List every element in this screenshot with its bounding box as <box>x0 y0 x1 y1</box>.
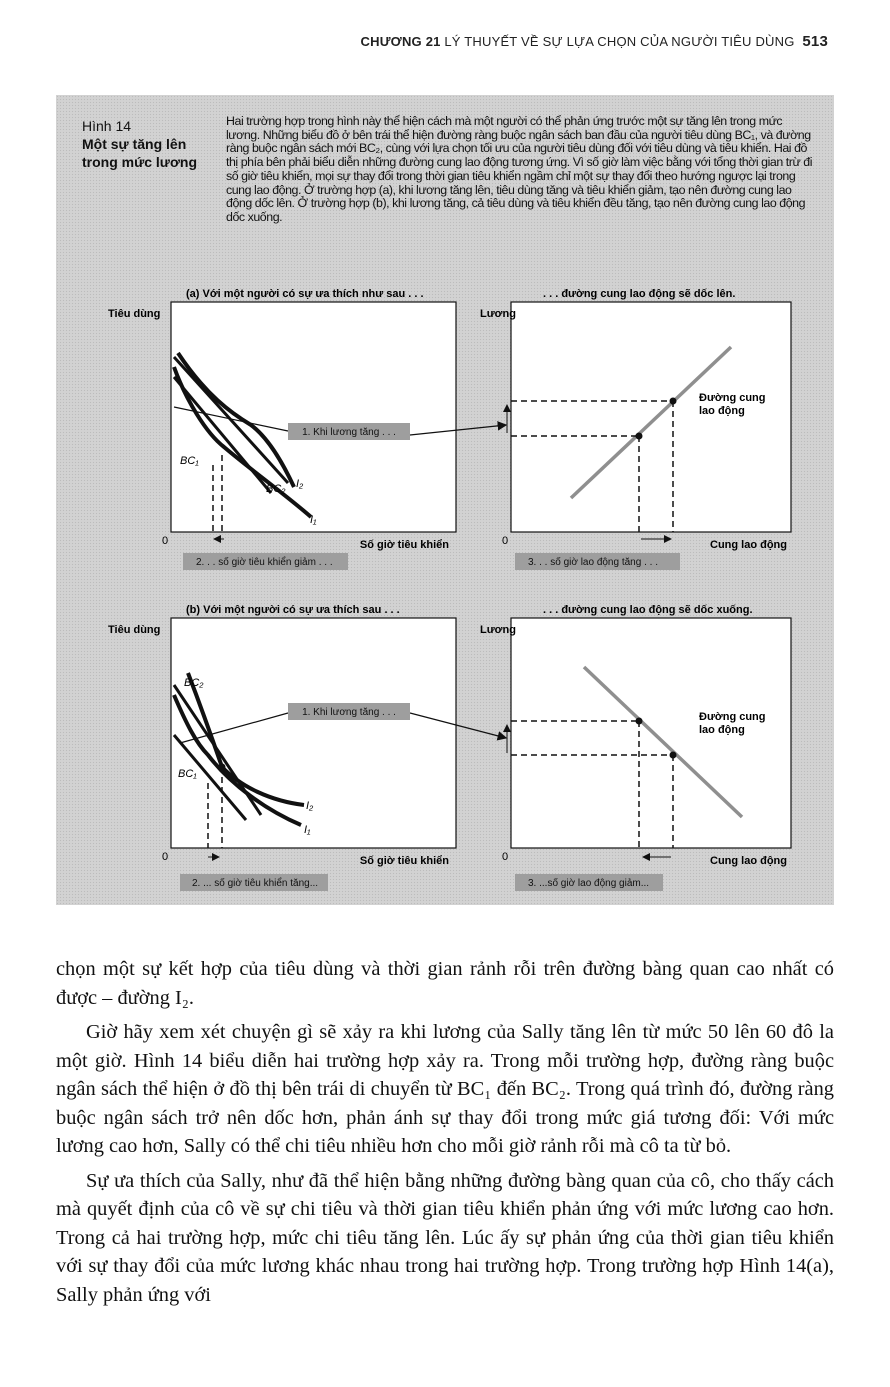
panel-a-curve-label-l1: Đường cung <box>699 392 766 404</box>
panel-b-i2-label: I₂ <box>306 800 314 812</box>
panel-b-left-x-label: Số giờ tiêu khiển <box>359 855 449 867</box>
panel-a-bc2-label: BC₂ <box>266 483 286 495</box>
panel-b-right-x-label: Cung lao động <box>710 855 787 867</box>
panel-a-callout-labor: 3. . . số giờ lao động tăng . . . <box>528 557 658 568</box>
panel-a-right-heading: . . . đường cung lao động sẽ dốc lên. <box>543 288 736 300</box>
panel-a-callout-leisure: 2. . . số giờ tiêu khiển giảm . . . <box>196 557 333 568</box>
panel-a-curve-label-l2: lao động <box>699 405 745 417</box>
paragraph-2: Giờ hãy xem xét chuyện gì sẽ xảy ra khi lương của Sally tăng lên từ mức 50 lên 60 đô la một giờ. Hình 14 biểu diễn hai trường hợp xảy ra. Trong mỗi trường hợp, đường ràng buộc ngân sách thể hiện ở đồ thị bên trái di chuyển từ BC₁ đến BC₂. Trong quá trình đó, đường ràng buộc ngân sách trở nên dốc hơn, phản ánh sự thay đổi trong mức giá tương đối: Với mức lương cao hơn, Sally có thể chi tiêu nhiều hơn cho mỗi giờ rảnh rỗi mà cô ta từ bỏ. <box>56 1021 834 1157</box>
running-head <box>361 33 828 50</box>
panel-b-point-low <box>670 752 677 759</box>
figure-title: Một sự tăng lên trong mức lương <box>82 136 198 170</box>
panel-b-left-plot <box>171 618 456 848</box>
paragraph-3: Sự ưa thích của Sally, như đã thể hiện bằng những đường bàng quan của cô, cho thấy cách mà quyết định của cô về sự chi tiêu và thời gian tiêu khiển phản ứng với mức lương cao hơn. Trong cả hai trường hợp, mức chi tiêu tăng lên. Lúc ấy sự phản ứng của thời gian tiêu khiển với sự thay đổi của mức lương khác nhau trong hai trường hợp. Trong trường hợp Hình 14(a), Sally phản ứng với <box>56 1169 834 1306</box>
chapter-label: CHƯƠNG <box>360 34 422 49</box>
panel-b-bc2-label: BC₂ <box>184 677 204 689</box>
panel-a-i2-label: I₂ <box>296 478 304 490</box>
panel-a-point-new <box>670 398 677 405</box>
panel-a-left-heading: (a) Với một người có sự ưa thích như sau . . . <box>186 288 424 300</box>
panel-a-left-x-label: Số giờ tiêu khiển <box>359 539 449 551</box>
panel-a-left-y-label: Tiêu dùng <box>108 308 161 320</box>
figure-caption: Hai trường hợp trong hình này thể hiện cách mà một người có thể phản ứng trước một sự tăng lên trong mức lương. Những biểu đồ ở bên trái thể hiện đường ràng buộc ngân sách ban đầu của người tiêu dùng BC₁, và đường ràng buộc ngân sách mới BC₂, cùng với lựa chọn tối ưu của người tiêu dùng đối với tiêu dùng và tiêu khiển. Hai đồ thị phía bên phải biểu diễn những đường cung lao động tương ứng. Vì số giờ làm việc bằng với tổng thời gian trừ đi số giờ tiêu khiển, mọi sự thay đổi trong thời gian tiêu khiển ngầm chỉ một sự thay đổi theo hướng ngược lại trong cung lao động. Ở trường hợp (a), khi lương tăng lên, tiêu dùng tăng và tiêu khiển giảm, tạo nên đường cung lao động dốc lên. Ở trường hợp (b), khi lương tăng, cả tiêu dùng và tiêu khiển đều tăng, tạo nên đường cung lao động dốc xuống. <box>226 114 813 224</box>
panel-b-left-origin: 0 <box>162 851 169 863</box>
panel-b-callout-labor: 3. ...số giờ lao động giảm... <box>528 878 650 889</box>
figure-graphs <box>56 95 834 905</box>
body-text <box>56 955 834 1315</box>
chapter-title: LÝ THUYẾT VỀ SỰ LỰA CHỌN CỦA NGƯỜI TIÊU DÙNG <box>444 34 795 49</box>
panel-b <box>108 604 791 891</box>
panel-a-right-y-label: Lương <box>480 308 516 320</box>
panel-b-left-y-label: Tiêu dùng <box>108 624 161 636</box>
panel-a-left-origin: 0 <box>162 535 169 547</box>
panel-a-point-old <box>636 433 643 440</box>
panel-b-i1-label: I₁ <box>304 824 311 836</box>
panel-a-right-origin: 0 <box>502 535 509 547</box>
panel-a-right-plot <box>511 302 791 532</box>
panel-b-bc1-label: BC₁ <box>178 768 197 780</box>
panel-b-point-high <box>636 718 643 725</box>
panel-b-left-heading: (b) Với một người có sự ưa thích sau . . . <box>186 604 400 616</box>
panel-b-callout-wage: 1. Khi lương tăng . . . <box>302 707 396 718</box>
figure-number: Hình 14 <box>82 118 132 134</box>
figure-box <box>56 95 834 905</box>
panel-a <box>108 288 791 570</box>
chapter-number: 21 <box>425 34 441 49</box>
panel-a-right-x-label: Cung lao động <box>710 539 787 551</box>
panel-b-curve-label-l2: lao động <box>699 724 745 736</box>
panel-b-point-new <box>219 764 226 771</box>
paragraph-1: chọn một sự kết hợp của tiêu dùng và thời gian rảnh rỗi trên đường bàng quan cao nhất có được – đường I₂. <box>56 958 834 1009</box>
panel-b-curve-label-l1: Đường cung <box>699 711 766 723</box>
panel-a-callout-wage: 1. Khi lương tăng . . . <box>302 427 396 438</box>
panel-b-right-y-label: Lương <box>480 624 516 636</box>
panel-b-right-heading: . . . đường cung lao động sẽ dốc xuống. <box>543 604 753 616</box>
panel-a-bc1-label: BC₁ <box>180 455 199 467</box>
panel-b-right-origin: 0 <box>502 851 509 863</box>
panel-b-callout-leisure: 2. ... số giờ tiêu khiển tăng... <box>192 878 319 889</box>
panel-a-i1-label: I₁ <box>310 514 317 526</box>
page-number: 513 <box>802 33 828 50</box>
